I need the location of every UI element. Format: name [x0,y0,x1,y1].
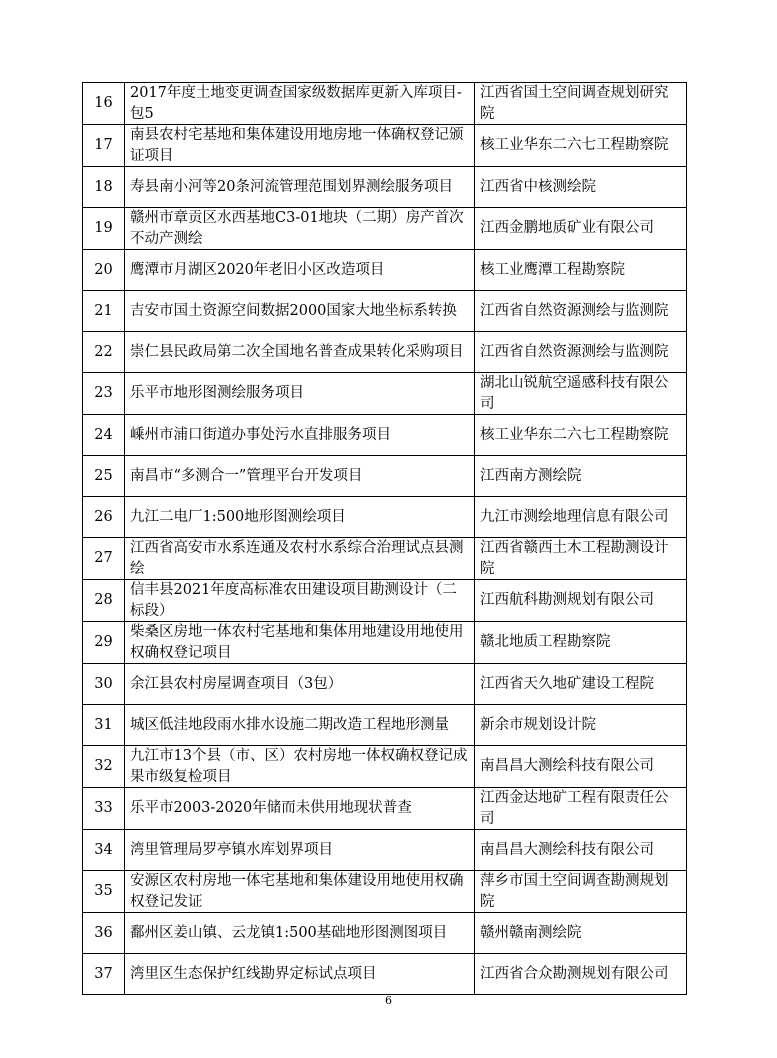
unit-name-cell: 江西省自然资源测绘与监测院 [475,332,687,373]
row-number-cell: 20 [83,250,125,291]
project-name-cell: 江西省高安市水系连通及农村水系综合治理试点县测绘 [125,538,475,580]
unit-name-cell: 赣北地质工程勘察院 [475,622,687,664]
row-number-cell: 16 [83,83,125,125]
table-row [83,456,687,497]
page-number: 6 [385,994,392,1007]
table-row [83,497,687,538]
unit-name-cell: 核工业鹰潭工程勘察院 [475,250,687,291]
row-number-cell: 30 [83,664,125,705]
table-row [83,705,687,746]
project-name-cell: 九江市13个县（市、区）农村房地一体权确权登记成果市级复检项目 [125,746,475,788]
project-name-cell: 寿县南小河等20条河流管理范围划界测绘服务项目 [125,167,475,208]
project-name-cell: 九江二电厂1:500地形图测绘项目 [125,497,475,538]
unit-name-cell: 核工业华东二六七工程勘察院 [475,125,687,167]
project-name-cell: 安源区农村房地一体宅基地和集体建设用地使用权确权登记发证 [125,871,475,913]
unit-name-cell: 湖北山锐航空遥感科技有限公司 [475,373,687,415]
row-number-cell: 31 [83,705,125,746]
unit-name-cell: 核工业华东二六七工程勘察院 [475,415,687,456]
project-name-cell: 崇仁县民政局第二次全国地名普查成果转化采购项目 [125,332,475,373]
table-row [83,830,687,871]
row-number-cell: 27 [83,538,125,580]
table-row [83,538,687,580]
row-number-cell: 36 [83,913,125,954]
awards-table [82,82,687,995]
project-name-cell: 鄱州区姜山镇、云龙镇1:500基础地形图测图项目 [125,913,475,954]
table-row [83,83,687,125]
row-number-cell: 32 [83,746,125,788]
unit-name-cell: 江西航科勘测规划有限公司 [475,580,687,622]
table-row [83,167,687,208]
table-row [83,125,687,167]
table-row [83,291,687,332]
project-name-cell: 城区低洼地段雨水排水设施二期改造工程地形测量 [125,705,475,746]
unit-name-cell: 江西省自然资源测绘与监测院 [475,291,687,332]
unit-name-cell: 江西省合众勘测规划有限公司 [475,954,687,995]
table-row [83,373,687,415]
table-row [83,580,687,622]
project-name-cell: 信丰县2021年度高标准农田建设项目勘测设计（二标段） [125,580,475,622]
table-row [83,788,687,830]
row-number-cell: 35 [83,871,125,913]
unit-name-cell: 江西省国土空间调查规划研究院 [475,83,687,125]
row-number-cell: 19 [83,208,125,250]
unit-name-cell: 九江市测绘地理信息有限公司 [475,497,687,538]
project-name-cell: 南县农村宅基地和集体建设用地房地一体确权登记颁证项目 [125,125,475,167]
project-name-cell: 吉安市国土资源空间数据2000国家大地坐标系转换 [125,291,475,332]
table-row [83,622,687,664]
row-number-cell: 29 [83,622,125,664]
unit-name-cell: 江西省天久地矿建设工程院 [475,664,687,705]
unit-name-cell: 江西省中核测绘院 [475,167,687,208]
table-row [83,332,687,373]
project-name-cell: 湾里管理局罗亭镇水库划界项目 [125,830,475,871]
table-row [83,746,687,788]
row-number-cell: 22 [83,332,125,373]
row-number-cell: 18 [83,167,125,208]
project-name-cell: 乐平市地形图测绘服务项目 [125,373,475,415]
row-number-cell: 33 [83,788,125,830]
row-number-cell: 28 [83,580,125,622]
awards-table-body [83,83,687,995]
row-number-cell: 17 [83,125,125,167]
table-row [83,954,687,995]
row-number-cell: 25 [83,456,125,497]
row-number-cell: 21 [83,291,125,332]
unit-name-cell: 萍乡市国土空间调查勘测规划院 [475,871,687,913]
unit-name-cell: 新余市规划设计院 [475,705,687,746]
row-number-cell: 26 [83,497,125,538]
row-number-cell: 24 [83,415,125,456]
table-row [83,664,687,705]
project-name-cell: 嵊州市浦口街道办事处污水直排服务项目 [125,415,475,456]
project-name-cell: 鹰潭市月湖区2020年老旧小区改造项目 [125,250,475,291]
project-name-cell: 南昌市“多测合一”管理平台开发项目 [125,456,475,497]
project-name-cell: 湾里区生态保护红线勘界定标试点项目 [125,954,475,995]
project-name-cell: 乐平市2003-2020年储而未供用地现状普查 [125,788,475,830]
project-name-cell: 柴桑区房地一体农村宅基地和集体用地建设用地使用权确权登记项目 [125,622,475,664]
table-row [83,250,687,291]
unit-name-cell: 江西金达地矿工程有限责任公司 [475,788,687,830]
table-row [83,871,687,913]
unit-name-cell: 江西南方测绘院 [475,456,687,497]
row-number-cell: 37 [83,954,125,995]
table-row [83,208,687,250]
table-row [83,415,687,456]
unit-name-cell: 赣州赣南测绘院 [475,913,687,954]
row-number-cell: 34 [83,830,125,871]
unit-name-cell: 南昌昌大测绘科技有限公司 [475,830,687,871]
unit-name-cell: 江西省赣西土木工程勘测设计院 [475,538,687,580]
unit-name-cell: 江西金鹏地质矿业有限公司 [475,208,687,250]
table-row [83,913,687,954]
project-name-cell: 2017年度土地变更调查国家级数据库更新入库项目-包5 [125,83,475,125]
row-number-cell: 23 [83,373,125,415]
unit-name-cell: 南昌昌大测绘科技有限公司 [475,746,687,788]
project-name-cell: 余江县农村房屋调查项目（3包） [125,664,475,705]
project-name-cell: 赣州市章贡区水西基地C3-01地块（二期）房产首次不动产测绘 [125,208,475,250]
